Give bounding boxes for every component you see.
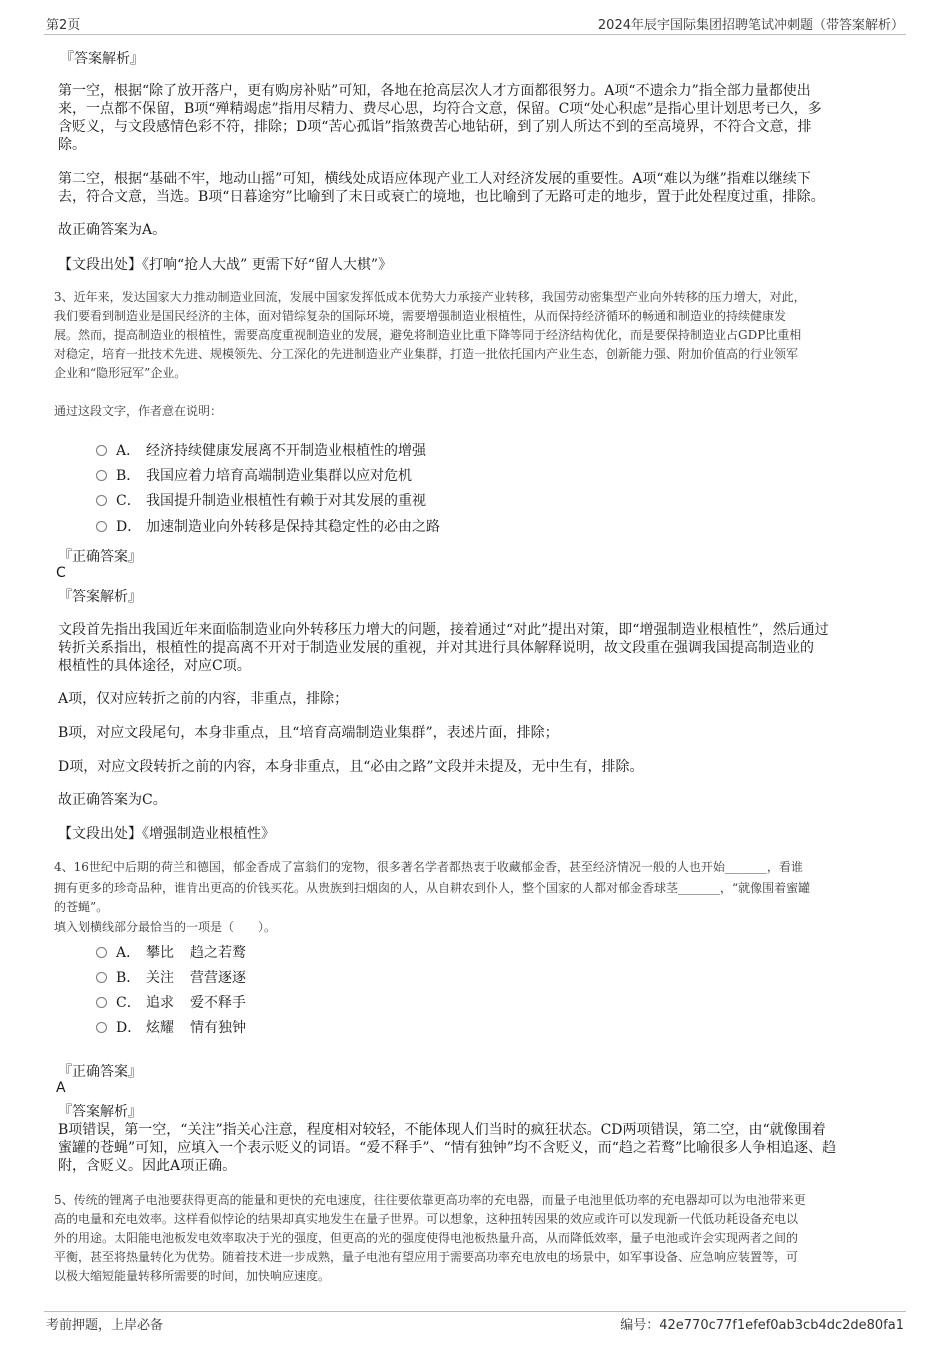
option-letter: B． [116,468,141,484]
radio-button-icon[interactable] [96,521,107,532]
radio-button-icon[interactable] [96,495,107,506]
analysis-text: 根植性的具体途径，对应C项。 [58,658,251,674]
option-letter: B． [116,970,141,986]
correct-answer-label: 『正确答案』 [58,1064,142,1080]
option-word-1: 追求 [146,995,174,1011]
question-stem: 平衡，甚至将热量转化为优势。随着技术进一步成熟，量子电池有望应用于需要高功率充电放电的场景中，如军事设备、应急响应装置等，可 [54,1250,799,1264]
question-stem: 以极大缩短能量转移所需要的时间，加快响应速度。 [54,1269,331,1283]
conclusion-text: 故正确答案为C。 [58,792,167,808]
analysis-text: 第二空，根据“基础不牢，地动山摇”可知，横线处成语应体现产业工人对经济发展的重要性。A项“难以为继”指难以继续下 [58,171,811,187]
footer-divider [44,1311,906,1312]
option-letter: A． [116,443,141,459]
radio-button-icon[interactable] [96,470,107,481]
question-stem: 5、传统的锂离子电池要获得更高的能量和更快的充电速度，往往要依靠更高功率的充电器，而量子电池里低功率的充电器却可以为电池带来更 [54,1193,806,1207]
source-citation: 【文段出处】《打响“抢人大战” 更需下好“留人大棋”》 [58,257,393,273]
analysis-text: 来，一点都不保留，B项“殚精竭虑”指用尽精力、费尽心思，均符合文意，保留。C项“处心积虑”是指心里计划思考已久，多 [58,101,822,117]
answer-analysis-label: 『答案解析』 [60,51,144,67]
option-c[interactable] [96,492,426,510]
document-title: 2024年辰宇国际集团招聘笔试冲刺题（带答案解析） [597,18,904,33]
analysis-text: 附，含贬义。因此A项正确。 [58,1158,237,1174]
footer-slogan: 考前押题，上岸必备 [46,1318,164,1333]
question-stem: 我们要看到制造业是国民经济的主体，面对错综复杂的国际环境，需要增强制造业根植性，从而保持经济循环的畅通和制造业的持续健康发 [54,309,787,323]
option-text: 加速制造业向外转移是保持其稳定性的必由之路 [146,519,440,535]
option-letter: C． [116,493,141,509]
option-b-note: B项，对应文段尾句，本身非重点，且“培育高端制造业集群”，表述片面，排除； [58,725,559,741]
correct-answer-label: 『正确答案』 [58,549,142,565]
analysis-text: 除。 [58,137,86,153]
question-stem: 3、近年来，发达国家大力推动制造业回流，发展中国家发挥低成本优势大力承接产业转移，我国劳动密集型产业向外转移的压力增大，对此， [54,290,806,304]
option-word-2: 爱不释手 [190,995,246,1011]
option-text: 我国应着力培育高端制造业集群以应对危机 [146,468,412,484]
question-prompt: 通过这段文字，作者意在说明： [54,404,223,418]
question-stem: 对稳定，培育一批技术先进、规模领先、分工深化的先进制造业产业集群，打造一批依托国内产业生态，创新能力强、附加价值高的行业领军 [54,347,799,361]
option-letter: D． [116,1020,142,1036]
radio-button-icon[interactable] [96,947,107,958]
option-word-2: 趋之若鹜 [190,945,246,961]
question-stem: 企业和“隐形冠军”企业。 [54,366,187,380]
question-stem: 的苍蝇”。 [54,900,109,914]
option-a[interactable] [96,944,246,962]
option-text: 经济持续健康发展离不开制造业根植性的增强 [146,443,426,459]
document-serial-number: 编号：42e770c77f1efef0ab3cb4dc2de80fa1 [620,1318,904,1333]
option-c[interactable] [96,994,246,1012]
analysis-text: 文段首先指出我国近年来面临制造业向外转移压力增大的问题，接着通过“对此”提出对策，即“增强制造业根植性”，然后通过 [58,622,829,638]
radio-button-icon[interactable] [96,1022,107,1033]
option-text: 我国提升制造业根植性有赖于对其发展的重视 [146,493,426,509]
analysis-text: 第一空，根据“除了放开落户，更有购房补贴”可知，各地在抢高层次人才方面都很努力。A项“不遗余力”指全部力量都使出 [58,83,811,99]
page-number: 第2页 [46,18,81,33]
correct-answer-value: C [56,565,66,581]
answer-analysis-label: 『答案解析』 [58,1104,142,1120]
option-b[interactable] [96,467,412,485]
option-b[interactable] [96,969,246,987]
analysis-text: 含贬义，与文段感情色彩不符，排除；D项“苦心孤诣”指煞费苦心地钻研，到了别人所达不到的至高境界，不符合文意，排 [58,119,812,135]
header-divider [44,34,906,35]
option-letter: D． [116,519,142,535]
option-word-1: 攀比 [146,945,174,961]
analysis-text: 蜜罐的苍蝇”可知，应填入一个表示贬义的词语。“爱不释手”、“情有独钟”均不含贬义，而“趋之若鹜”比喻很多人争相追逐、趋 [58,1140,837,1156]
question-stem: 外的用途。太阳能电池板发电效率取决于光的强度，但更高的光的强度使得电池板热量升高，从而降低效率，量子电池或许会实现两者之间的 [54,1231,799,1245]
source-citation: 【文段出处】《增强制造业根植性》 [58,826,275,842]
question-stem: 高的电量和充电效率。这样看似悖论的结果却真实地发生在量子世界。可以想象，这种扭转因果的效应或许可以发现新一代低功耗设备充电以 [54,1212,799,1226]
question-stem: 展。然而，提高制造业的根植性，需要高度重视制造业的发展，避免将制造业比重下降等同于经济结构优化，而是要保持制造业占GDP比重相 [54,328,802,342]
option-d-note: D项，对应文段转折之前的内容，本身非重点，且“必由之路”文段并未提及，无中生有，排除。 [58,759,644,775]
option-word-1: 炫耀 [146,1020,174,1036]
option-word-1: 关注 [146,970,174,986]
correct-answer-value: A [56,1080,66,1096]
option-letter: A． [116,945,141,961]
option-letter: C． [116,995,141,1011]
question-stem: 拥有更多的珍奇品种，谁肯出更高的价钱买花。从贵族到扫烟囱的人，从自耕农到仆人，整个国家的人都对郁金香球茎_______，“就像围着蜜罐 [54,881,811,895]
conclusion-text: 故正确答案为A。 [58,222,167,238]
option-a[interactable] [96,442,426,460]
question-stem: 4、16世纪中后期的荷兰和德国，郁金香成了富翁们的宠物，很多著名学者都热衷于收藏郁金香，甚至经济情况一般的人也开始_______，看谁 [54,860,803,874]
option-d[interactable] [96,518,440,536]
analysis-text: 转折关系指出，根植性的提高离不开对于制造业发展的重视，并对其进行具体解释说明，故文段重在强调我国提高制造业的 [58,640,814,656]
answer-analysis-label: 『答案解析』 [58,589,142,605]
radio-button-icon[interactable] [96,445,107,456]
analysis-text: B项错误，第一空，“关注”指关心注意，程度相对较轻，不能体现人们当时的疯狂状态。CD两项错误，第二空，由“就像围着 [58,1122,826,1138]
radio-button-icon[interactable] [96,972,107,983]
option-d[interactable] [96,1019,246,1037]
question-prompt: 填入划横线部分最恰当的一项是（ ）。 [54,920,277,934]
option-word-2: 营营逐逐 [190,970,246,986]
option-a-note: A项，仅对应转折之前的内容，非重点，排除； [58,691,349,707]
analysis-text: 去，符合文意，当选。B项“日暮途穷”比喻到了末日或衰亡的境地，也比喻到了无路可走的地步，置于此处程度过重，排除。 [58,189,825,205]
option-word-2: 情有独钟 [190,1020,246,1036]
radio-button-icon[interactable] [96,997,107,1008]
